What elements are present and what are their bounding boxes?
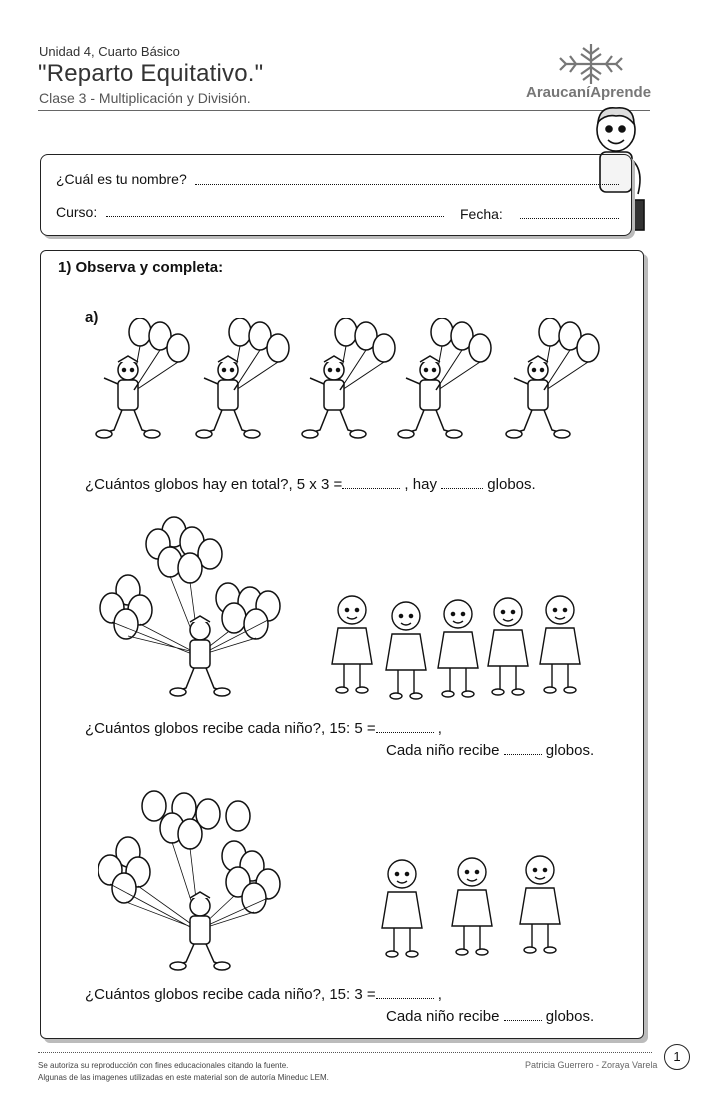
footer-divider xyxy=(38,1052,652,1053)
three-children-group xyxy=(378,852,578,962)
answer-field-total[interactable] xyxy=(342,476,400,489)
exercise-part-label: a) xyxy=(85,309,99,326)
question-divide-5 xyxy=(85,720,442,737)
name-field[interactable] xyxy=(195,172,619,185)
balloon-cluster xyxy=(100,517,280,639)
answer-line-divide-5-unit: globos. xyxy=(545,742,595,759)
question-divide-3-text: ¿Cuántos globos recibe cada niño?, 15: 3 = xyxy=(85,986,376,1003)
clown-with-15-balloons xyxy=(98,512,298,702)
class-label: Clase 3 - Multiplicación y División. xyxy=(39,90,251,106)
answer-field-each-3[interactable] xyxy=(504,1008,542,1021)
footer-credit-1: Se autoriza su reproducción con fines educacionales citando la fuente. xyxy=(38,1061,289,1070)
answer-field-total-count[interactable] xyxy=(441,476,483,489)
answer-line-divide-3-unit: globos. xyxy=(545,1008,595,1025)
page-number: 1 xyxy=(664,1044,690,1070)
answer-line-divide-3-text: Cada niño recibe xyxy=(386,1008,500,1025)
exercise-title: 1) Observa y completa: xyxy=(58,259,224,276)
footer-credits xyxy=(38,1060,329,1084)
brand-logo-text: AraucaníAprende xyxy=(526,84,652,101)
course-field[interactable] xyxy=(106,204,444,217)
question-divide-5-text: ¿Cuántos globos recibe cada niño?, 15: 5 = xyxy=(85,720,376,737)
name-label: ¿Cuál es tu nombre? xyxy=(56,171,187,187)
question-total xyxy=(85,476,536,493)
clown-with-15-balloons-2 xyxy=(98,786,298,976)
answer-line-divide-3 xyxy=(386,1008,594,1025)
question-divide-5-comma: , xyxy=(437,720,442,737)
question-divide-3 xyxy=(85,986,442,1003)
answer-line-divide-5-text: Cada niño recibe xyxy=(386,742,500,759)
answer-field-divide-3[interactable] xyxy=(376,986,434,999)
date-label: Fecha: xyxy=(460,206,503,222)
question-total-text-2: , hay xyxy=(404,476,437,493)
answer-field-divide-5[interactable] xyxy=(376,720,434,733)
unit-label: Unidad 4, Cuarto Básico xyxy=(39,44,180,59)
footer-credit-2: Algunas de las imagenes utilizadas en este material son de autoría Mineduc LEM. xyxy=(38,1073,329,1082)
header-divider xyxy=(38,110,650,111)
question-total-text: ¿Cuántos globos hay en total?, 5 x 3 = xyxy=(85,476,343,493)
student-info-box xyxy=(40,154,632,236)
answer-field-each-5[interactable] xyxy=(504,742,542,755)
five-children-group xyxy=(328,592,588,702)
answer-line-divide-5 xyxy=(386,742,594,759)
clowns-with-balloons-row xyxy=(90,318,620,448)
snowflake-logo-icon xyxy=(556,42,626,86)
page-title: "Reparto Equitativo." xyxy=(38,60,264,87)
question-divide-3-comma: , xyxy=(437,986,442,1003)
date-field[interactable] xyxy=(520,206,619,219)
course-label: Curso: xyxy=(56,204,98,220)
footer-authors: Patricia Guerrero - Zoraya Varela xyxy=(525,1060,658,1070)
question-total-text-3: globos. xyxy=(487,476,536,493)
